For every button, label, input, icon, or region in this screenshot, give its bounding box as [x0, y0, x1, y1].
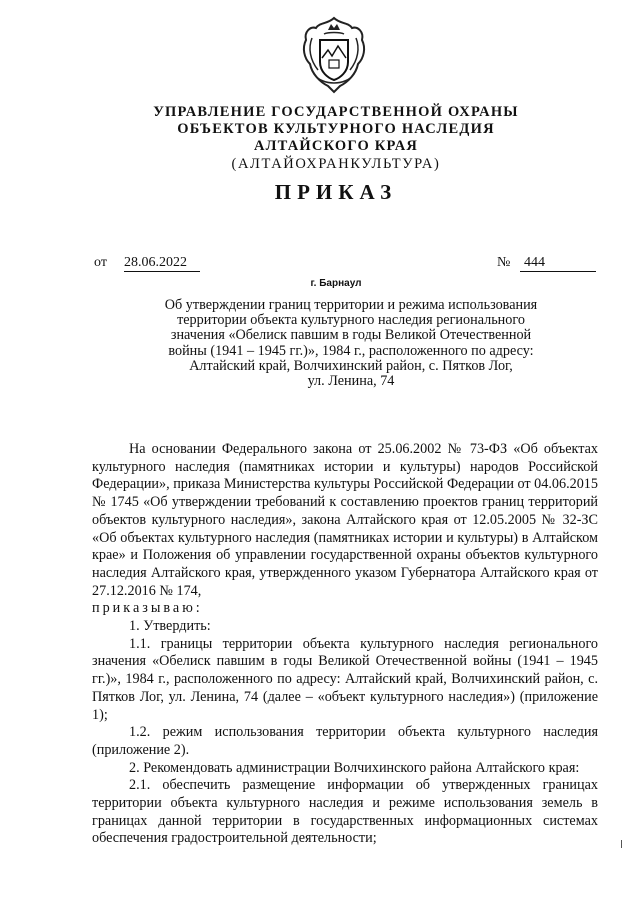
city-label: г. Барнаул	[310, 278, 362, 289]
title-line: значения «Обелиск павшим в годы Великой Отечественной	[170, 327, 532, 344]
clause-1: 1. Утвердить:	[129, 618, 211, 635]
coat-of-arms-emblem-icon	[298, 14, 370, 96]
date-label: от	[94, 255, 107, 270]
title-line: войны (1941 – 1945 гг.)», 1984 г., расположенного по адресу:	[168, 342, 534, 359]
title-line: ул. Ленина, 74	[307, 373, 395, 390]
org-name-line-2: ОБЪЕКТОВ КУЛЬТУРНОГО НАСЛЕДИЯ	[177, 121, 495, 137]
order-body	[92, 441, 598, 848]
org-abbreviation: (АЛТАЙОХРАНКУЛЬТУРА)	[231, 156, 441, 172]
title-line: Об утверждении границ территории и режима использования	[164, 297, 538, 313]
scan-artifact-mark	[621, 840, 622, 848]
document-number: 444	[520, 255, 596, 272]
clause-1-1: 1.1. границы территории объекта культурного наследия регионального значения «Обелиск павшим в годы Великой Отечественной войны (1941 – 1945 гг.)», 1984 г., расположенного по адресу: Алтайский край, Волчихинский район, с. Пятков Лог, ул. Ленина, 74 (далее – «объект культурного наследия») (приложение 1);	[92, 635, 598, 723]
organization-header	[0, 104, 640, 173]
preamble-paragraph: На основании Федерального закона от 25.06.2002 № 73-ФЗ «Об объектах культурного наследия (памятниках истории и культуры) народов Российской Федерации», приказа Министерства культуры Российской Федерации от 04.06.2015 № 1745 «Об утверждении требований к составлению проектов границ территорий объектов культурного наследия», закона Алтайского края от 12.05.2005 № 32-ЗС «Об объектах культурного наследия (памятниках истории и культуры) в Алтайском крае» и Положения об управлении государственной охраны объектов культурного наследия Алтайского края, утвержденного указом Губернатора Алтайского края от 27.12.2016 № 174,	[92, 441, 598, 599]
order-word: приказываю:	[92, 600, 203, 617]
org-name-line-3: АЛТАЙСКОГО КРАЯ	[253, 138, 419, 154]
clause-2: 2. Рекомендовать администрации Волчихинского района Алтайского края:	[129, 759, 580, 776]
title-line: территории объекта культурного наследия регионального	[177, 312, 525, 329]
document-date: 28.06.2022	[124, 255, 200, 272]
number-label: №	[497, 255, 511, 270]
org-name-line-1: УПРАВЛЕНИЕ ГОСУДАРСТВЕННОЙ ОХРАНЫ	[153, 104, 519, 120]
clause-1-2: 1.2. режим использования территории объекта культурного наследия (приложение 2).	[92, 724, 598, 758]
clause-2-1: 2.1. обеспечить размещение информации об утвержденных границах территории объекта культурного наследия и режиме использования земель в границах данной территории в государственных информационных системах обеспечения градостроительной деятельности;	[92, 777, 598, 847]
title-line: Алтайский край, Волчихинский район, с. Пятков Лог,	[189, 357, 513, 374]
document-type-title: ПРИКАЗ	[274, 180, 398, 204]
order-title	[120, 298, 582, 389]
